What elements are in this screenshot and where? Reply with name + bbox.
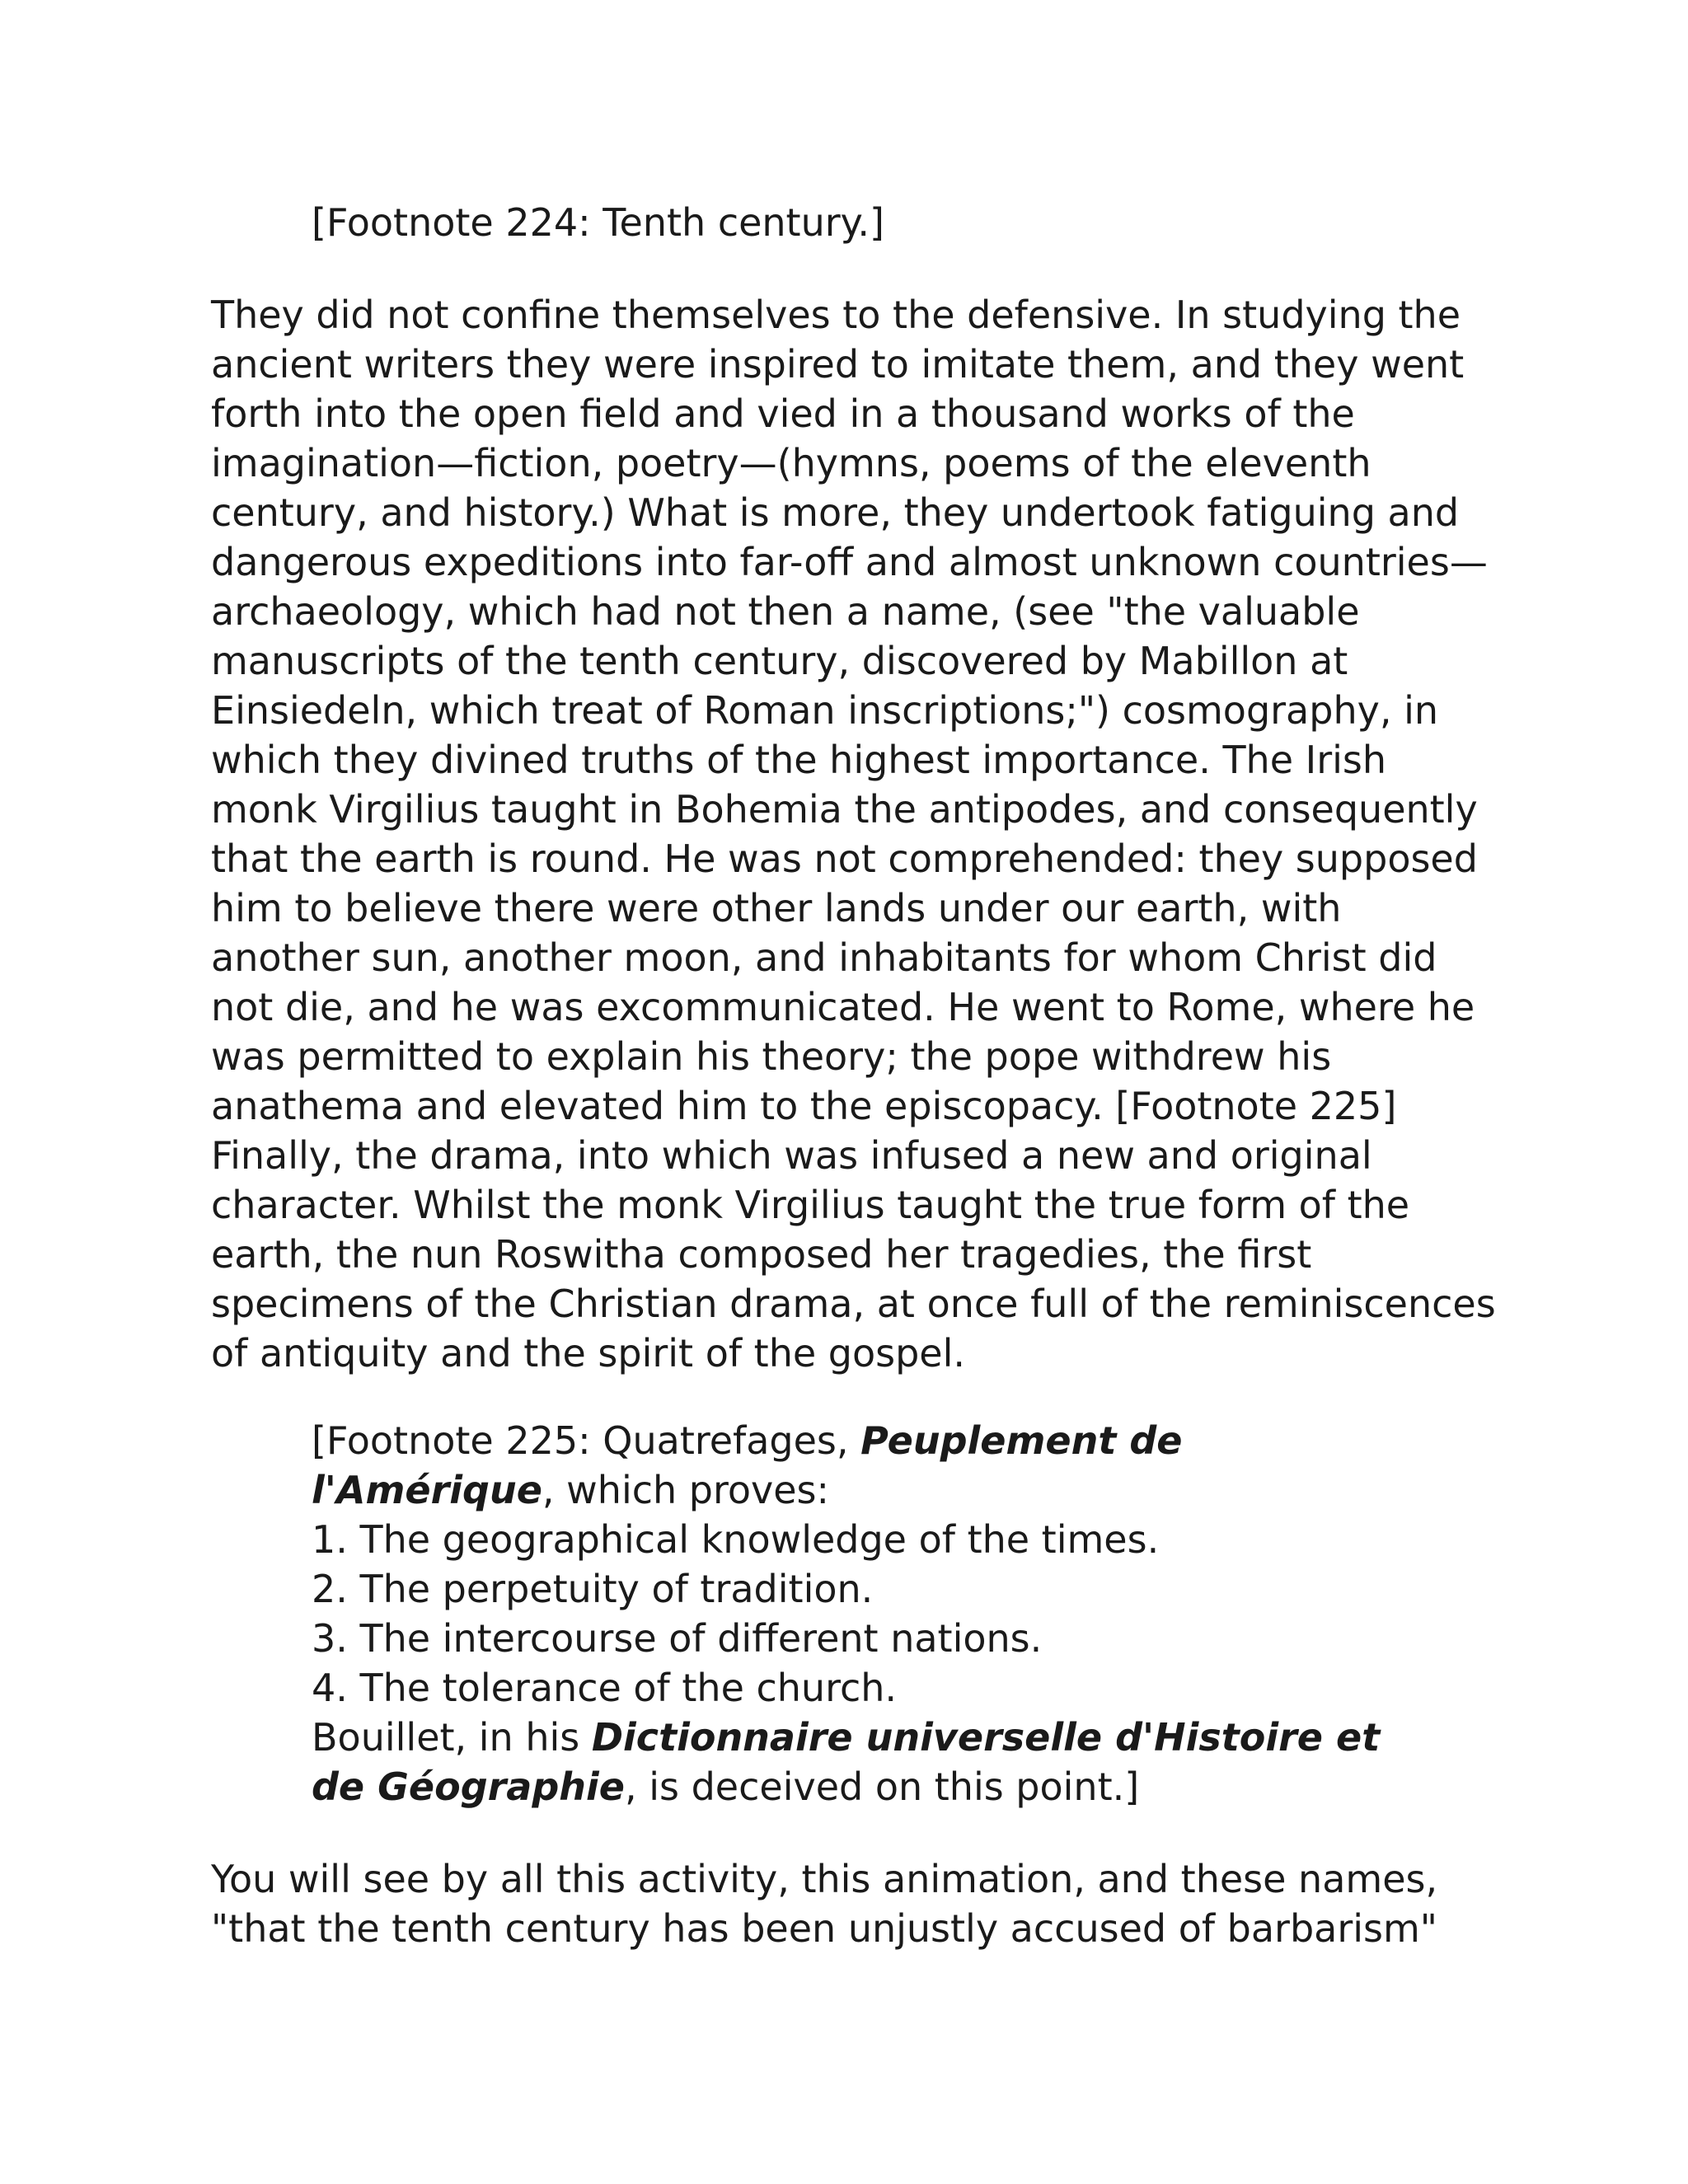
book-title-dictionnaire: Dictionnaire universelle d'Histoire et — [591, 1715, 1381, 1760]
footnote-225-bouillet: Bouillet, in his — [312, 1715, 592, 1760]
footnote-225 — [312, 1416, 1465, 1811]
footnote-224 — [312, 198, 1465, 247]
paragraph-line: specimens of the Christian drama, at once full of the reminiscences — [211, 1282, 1496, 1326]
footnote-225-intro: [Footnote 225: Quatrefages, — [312, 1418, 861, 1463]
book-title-geographie: de Géographie — [312, 1765, 625, 1809]
paragraph-line: "that the tenth century has been unjustly accused of barbarism" — [211, 1906, 1437, 1951]
paragraph-line: that the earth is round. He was not comprehended: they supposed — [211, 837, 1478, 881]
body-paragraph-2 — [211, 1854, 1480, 1953]
paragraph-line: earth, the nun Roswitha composed her tragedies, the first — [211, 1232, 1312, 1277]
paragraph-line: anathema and elevated him to the episcopacy. [Footnote 225] — [211, 1084, 1397, 1128]
paragraph-line: ancient writers they were inspired to imitate them, and they went — [211, 342, 1465, 387]
footnote-225-line-last — [312, 1762, 1465, 1811]
paragraph-line: forth into the open field and vied in a thousand works of the — [211, 391, 1355, 436]
footnote-225-closing: , is deceived on this point.] — [625, 1765, 1140, 1809]
book-title-amerique: l'Amérique — [312, 1468, 542, 1512]
footnote-list-item: 3. The intercourse of different nations. — [312, 1616, 1043, 1661]
paragraph-line: They did not confine themselves to the defensive. In studying the — [211, 293, 1461, 337]
footnote-list-item: 2. The perpetuity of tradition. — [312, 1567, 874, 1611]
body-paragraph-1 — [211, 290, 1496, 1378]
paragraph-line: imagination—fiction, poetry—(hymns, poems of the eleventh — [211, 441, 1372, 485]
paragraph-line: monk Virgilius taught in Bohemia the antipodes, and consequently — [211, 787, 1478, 832]
footnote-225-line-1 — [312, 1416, 1465, 1465]
paragraph-line: manuscripts of the tenth century, discovered by Mabillon at — [211, 639, 1348, 683]
footnote-225-proves: , which proves: — [542, 1468, 830, 1512]
paragraph-line: was permitted to explain his theory; the pope withdrew his — [211, 1034, 1332, 1079]
footnote-224-text: [Footnote 224: Tenth century.] — [312, 200, 884, 245]
paragraph-line: him to believe there were other lands under our earth, with — [211, 886, 1342, 930]
footnote-list-item: 4. The tolerance of the church. — [312, 1666, 898, 1710]
paragraph-line: Finally, the drama, into which was infused a new and original — [211, 1133, 1372, 1178]
paragraph-line: archaeology, which had not then a name, (see "the valuable — [211, 589, 1360, 634]
paragraph-line: of antiquity and the spirit of the gospel. — [211, 1331, 965, 1376]
paragraph-line: Einsiedeln, which treat of Roman inscriptions;") cosmography, in — [211, 688, 1439, 733]
footnote-225-line-2 — [312, 1465, 1465, 1515]
paragraph-line: not die, and he was excommunicated. He went to Rome, where he — [211, 985, 1475, 1029]
footnote-list-item: 1. The geographical knowledge of the times. — [312, 1517, 1160, 1562]
paragraph-line: century, and history.) What is more, they undertook fatiguing and — [211, 490, 1460, 535]
paragraph-line: dangerous expeditions into far-off and almost unknown countries— — [211, 540, 1488, 584]
paragraph-line: character. Whilst the monk Virgilius taught the true form of the — [211, 1183, 1410, 1227]
paragraph-line: which they divined truths of the highest importance. The Irish — [211, 738, 1386, 782]
footnote-225-line-bouillet — [312, 1713, 1465, 1762]
paragraph-line: another sun, another moon, and inhabitants for whom Christ did — [211, 935, 1437, 980]
paragraph-line: You will see by all this activity, this animation, and these names, — [211, 1857, 1438, 1901]
book-title-peuplement: Peuplement de — [860, 1418, 1183, 1463]
